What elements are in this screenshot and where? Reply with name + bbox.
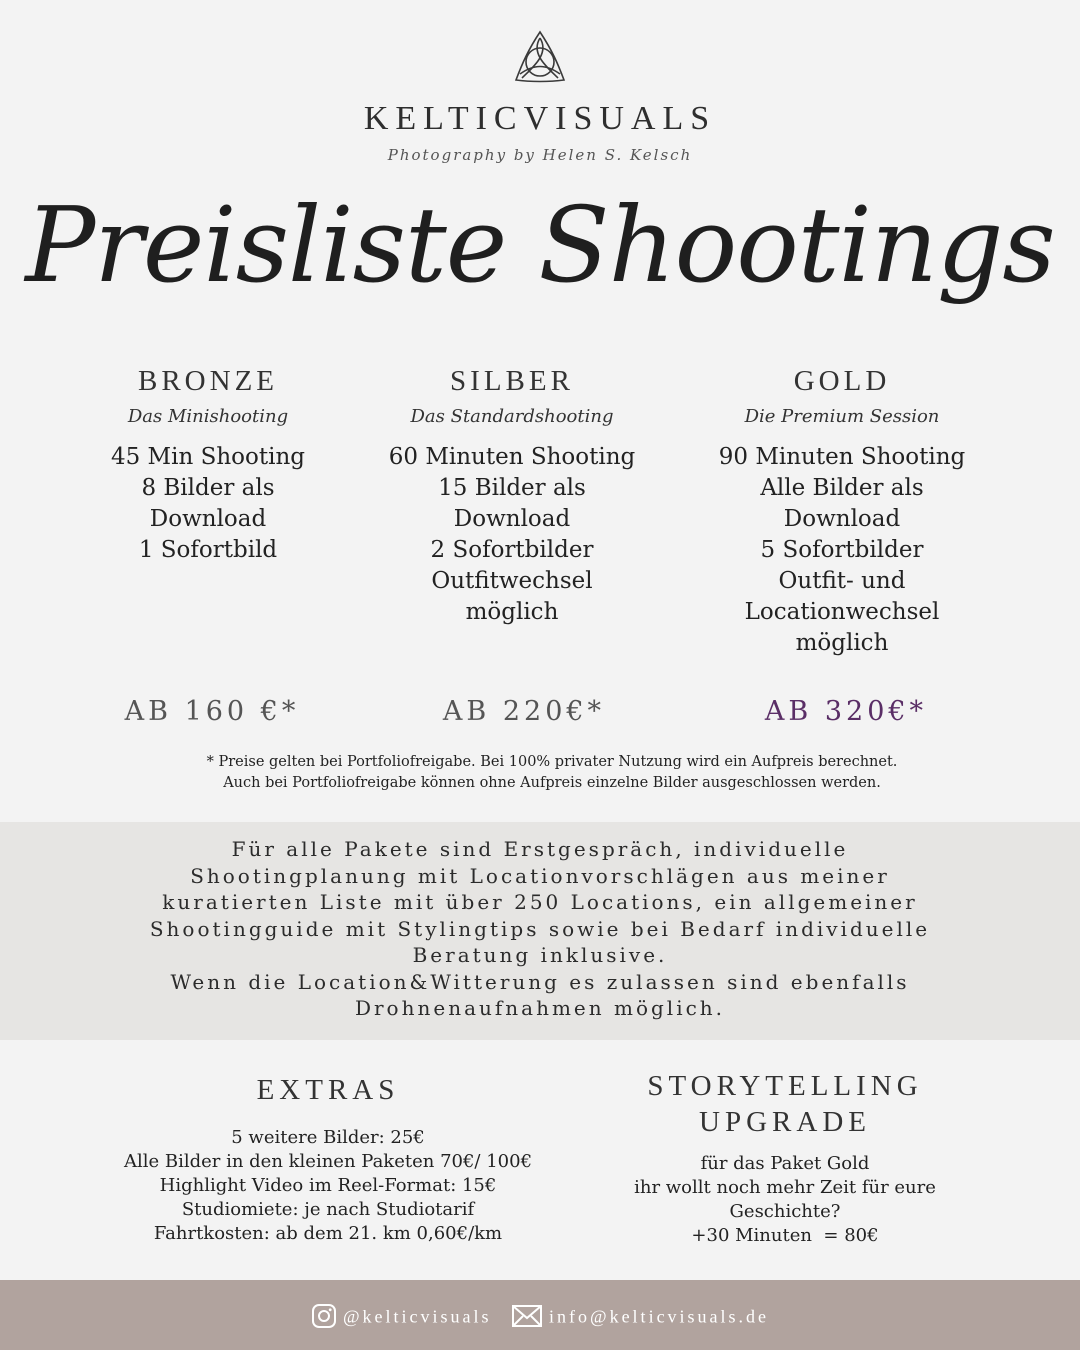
info-line: Beratung inklusive.: [412, 943, 668, 967]
tier-silber: [342, 362, 682, 628]
celtic-knot-logo-icon: [0, 28, 1080, 94]
price-silber: AB 220€*: [442, 696, 606, 727]
feature-line: 15 Bilder als: [438, 475, 586, 501]
email-address: info@kelticvisuals.de: [549, 1306, 770, 1327]
extras-item: Studiomiete: je nach Studiotarif: [181, 1199, 475, 1220]
feature-line: Outfitwechsel: [431, 568, 593, 594]
tier-features: [672, 442, 1012, 659]
feature-line: 90 Minuten Shooting: [718, 444, 966, 470]
storytelling-line: ihr wollt noch mehr Zeit für eure: [634, 1177, 936, 1198]
tier-name: SILBER: [450, 365, 574, 397]
storytelling-line: für das Paket Gold: [700, 1153, 870, 1174]
tier-bronze: [38, 362, 378, 566]
storytelling-title: [590, 1068, 980, 1140]
feature-line: 5 Sofortbilder: [760, 537, 924, 563]
info-line: Drohnenaufnahmen möglich.: [354, 996, 726, 1020]
storytelling-line: Geschichte?: [729, 1201, 841, 1222]
email-link[interactable]: [511, 1304, 769, 1333]
info-line: Shootingplanung mit Locationvorschlägen aus meiner: [190, 863, 890, 888]
extras-section: [78, 1072, 578, 1246]
storytelling-title-line: UPGRADE: [699, 1106, 871, 1138]
storytelling-line: +30 Minuten = 80€: [691, 1225, 879, 1246]
feature-line: Alle Bilder als: [760, 475, 924, 501]
instagram-icon: [311, 1303, 337, 1334]
note-line: * Preise gelten bei Portfoliofreigabe. Bei 100% privater Nutzung wird ein Aufpreis berechnet.: [206, 754, 898, 770]
tier-subtitle: Die Premium Session: [744, 406, 940, 427]
brand-name: KELTICVISUALS: [363, 100, 717, 137]
info-line: Wenn die Location&Witterung es zulassen sind ebenfalls: [170, 969, 910, 994]
extras-item: 5 weitere Bilder: 25€: [231, 1127, 425, 1148]
feature-line: 2 Sofortbilder: [430, 537, 594, 563]
footer-contacts: [0, 1303, 1080, 1334]
tier-name: BRONZE: [138, 365, 278, 397]
extras-title: EXTRAS: [256, 1074, 400, 1106]
note-line: Auch bei Portfoliofreigabe können ohne Aufpreis einzelne Bilder ausgeschlossen werden.: [223, 775, 881, 791]
info-text: [0, 836, 1080, 1022]
extras-item: Highlight Video im Reel-Format: 15€: [159, 1175, 497, 1196]
info-line: Shootingguide mit Stylingtips sowie bei Bedarf individuelle: [149, 916, 931, 941]
feature-line: 60 Minuten Shooting: [388, 444, 636, 470]
tier-features: [342, 442, 682, 628]
price-note: [0, 752, 1080, 794]
brand-subtitle: Photography by Helen S. Kelsch: [387, 146, 693, 164]
instagram-handle: @kelticvisuals: [342, 1306, 492, 1327]
info-line: kuratierten Liste mit über 250 Locations, ein allgemeiner: [162, 890, 918, 914]
feature-line: Download: [453, 506, 571, 532]
feature-line: möglich: [795, 630, 889, 656]
tier-gold: [672, 362, 1012, 659]
price-gold: AB 320€*: [764, 696, 928, 727]
tier-subtitle: Das Standardshooting: [410, 406, 614, 427]
feature-line: 8 Bilder als: [141, 475, 275, 501]
feature-line: Download: [783, 506, 901, 532]
feature-line: 1 Sofortbild: [138, 537, 278, 563]
tier-subtitle: Das Minishooting: [127, 406, 289, 427]
feature-line: Locationwechsel: [744, 599, 940, 625]
extras-list: [78, 1126, 578, 1246]
feature-line: möglich: [465, 599, 559, 625]
tier-name: GOLD: [793, 365, 891, 397]
page-title: Preisliste Shootings: [25, 184, 1055, 306]
feature-line: Download: [149, 506, 267, 532]
storytelling-section: [590, 1068, 980, 1248]
feature-line: 45 Min Shooting: [110, 444, 305, 470]
instagram-link[interactable]: [311, 1303, 492, 1334]
info-line: Für alle Pakete sind Erstgespräch, individuelle: [231, 837, 849, 861]
extras-item: Alle Bilder in den kleinen Paketen 70€/ 100€: [123, 1151, 533, 1172]
feature-line: Outfit- und: [778, 568, 906, 594]
tier-features: [38, 442, 378, 566]
mail-icon: [511, 1304, 543, 1333]
storytelling-title-line: STORYTELLING: [647, 1070, 923, 1102]
storytelling-text: [590, 1152, 980, 1248]
price-bronze: AB 160 €*: [124, 696, 300, 727]
extras-item: Fahrtkosten: ab dem 21. km 0,60€/km: [153, 1223, 503, 1244]
